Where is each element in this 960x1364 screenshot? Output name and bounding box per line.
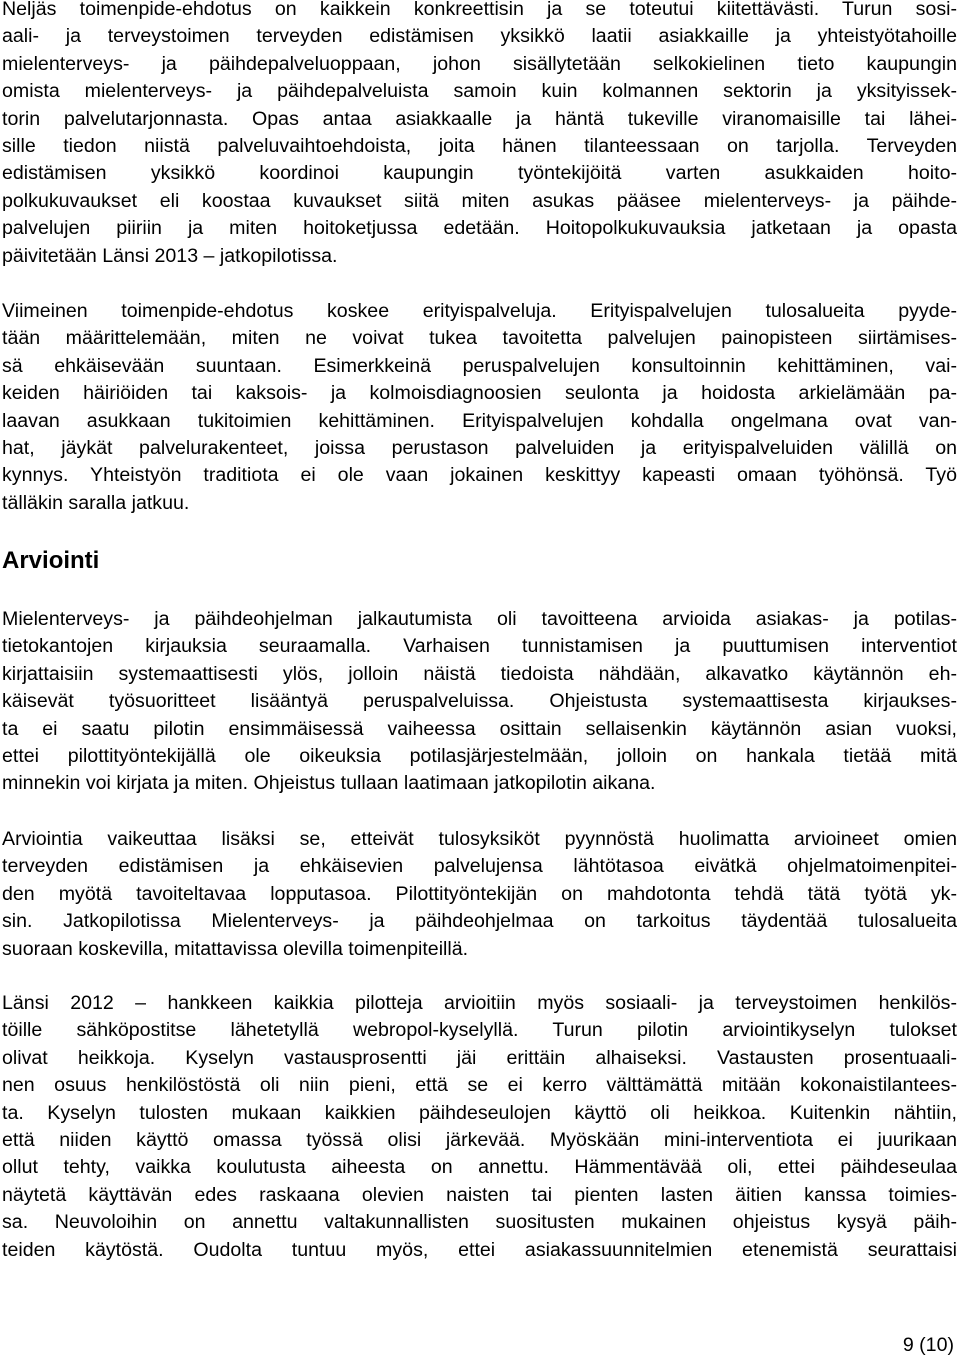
- paragraph-special-services: [2, 298, 957, 517]
- text-line: palvelujen piiriin ja miten hoitoketjussa edetään. Hoitopolkukuvauksia jatketaan ja opasta: [2, 217, 957, 240]
- text-line: hat, jäykät palvelurakenteet, joissa perustason palveluiden ja erityispalveluiden välillä on: [2, 437, 957, 460]
- text-line: laavan asukkaan tukitoimien kehittäminen. Erityispalvelujen kohdalla ongelmana ovat van-: [2, 409, 957, 432]
- paragraph-evaluation-difficulty: [2, 826, 957, 963]
- page-number: 9 (10): [902, 1334, 954, 1356]
- text-line: torin palvelutarjonnasta. Opas antaa asiakkaalle ja häntä tukeville viranomaisille tai lähei-: [2, 107, 957, 130]
- text-line: olivat heikkoja. Kyselyn vastausprosentti jäi erittäin alhaiseksi. Vastausten prosentuaali-: [2, 1046, 957, 1069]
- text-line: sille tiedon niistä palveluvaihtoehdoista, joita hänen tilanteessaan on tarjolla. Terveyden: [2, 135, 957, 158]
- text-line: tietokantojen kirjauksia seuraamalla. Varhaisen tunnistamisen ja puuttumisen interventiot: [2, 635, 957, 658]
- text-line: tälläkin saralla jatkuu.: [2, 491, 190, 514]
- text-line: sä ehkäisevään suuntaan. Esimerkkeinä peruspalvelujen konsultoinnin kehittäminen, vai-: [2, 354, 957, 377]
- text-line: edistämisen yksikkö koordinoi kaupungin työntekijöitä varten asukkaiden hoito-: [2, 162, 957, 185]
- text-line: sa. Neuvoloihin on annettu valtakunnallisten suositusten mukainen ohjeistus kysyä päih-: [2, 1211, 957, 1234]
- paragraph-evaluation-records: [2, 606, 957, 798]
- text-line: päivitetään Länsi 2013 – jatkopilotissa.: [2, 244, 338, 267]
- text-line: keiden häiriöiden tai kaksois- ja kolmoisdiagnoosien seulonta ja hoidosta arkielämään pa-: [2, 382, 957, 405]
- text-line: nen osuus henkilöstöstä oli niin pieni, että se ei kerro välttämättä mitään kokonaistilantees-: [2, 1074, 957, 1097]
- text-line: ta ei saatu pilotin ensimmäisessä vaiheessa osittain sellaisenkin käytännön asian vuoksi,: [2, 717, 957, 740]
- text-line: Neljäs toimenpide-ehdotus on kaikkein konkreettisin ja se toteutui kiitettävästi. Turun sosi-: [2, 0, 957, 20]
- text-line: Arviointia vaikeuttaa lisäksi se, etteivät tulosyksiköt pyynnöstä huolimatta arvioineet omien: [2, 828, 957, 850]
- text-line: ollut tehty, vaikka koulutusta aiheesta on annettu. Hämmentävää oli, ettei päihdeseulaa: [2, 1156, 957, 1179]
- text-line: den myötä tavoiteltavaa lopputasoa. Pilottityöntekijän on mahdotonta tehdä tätä työtä yk-: [2, 882, 957, 905]
- text-line: töille sähköpostitse lähetetyllä webropol-kyselyllä. Turun pilotin arviointikyselyn tulokset: [2, 1019, 957, 1042]
- text-line: näytetä käyttävän edes raskaana olevien naisten tai pienten lasten äitien kanssa toimies-: [2, 1183, 957, 1206]
- text-line: tään määrittelemään, miten ne voivat tukea tavoitetta palvelujen painopisteen siirtämises-: [2, 327, 957, 350]
- text-line: mielenterveys- ja päihdepalveluoppaan, johon sisällytetään selkokielinen tieto kaupungin: [2, 52, 957, 75]
- text-line: minnekin voi kirjata ja miten. Ohjeistus tullaan laatimaan jatkopilotin aikana.: [2, 772, 656, 795]
- text-line: aali- ja terveystoimen terveyden edistämisen yksikkö laatii asiakkaille ja yhteistyötahoille: [2, 25, 957, 48]
- paragraph-survey-results: [2, 990, 957, 1264]
- text-line: Länsi 2012 – hankkeen kaikkia pilotteja arvioitiin myös sosiaali- ja terveystoimen henkilös-: [2, 992, 957, 1014]
- text-line: ettei pilottityöntekijällä ole oikeuksia potilasjärjestelmään, jolloin on hankala tietää mitä: [2, 745, 957, 768]
- text-line: suoraan koskevilla, mitattavissa olevilla toimenpiteillä.: [2, 937, 469, 960]
- text-line: sin. Jatkopilotissa Mielenterveys- ja päihdeohjelmaa on tarkoitus täydentää tulosalueita: [2, 910, 957, 933]
- text-line: terveyden edistämisen ja ehkäisevien palvelujensa lähtötasoa eivätkä ohjelmatoimenpitei-: [2, 855, 957, 878]
- text-line: että niiden käyttö omassa työssä olisi järkevää. Myöskään mini-interventiota ei juurikaan: [2, 1129, 957, 1152]
- text-line: teiden käytöstä. Oudolta tuntuu myös, ettei asiakassuunnitelmien etenemistä seurattaisi: [2, 1238, 957, 1261]
- section-heading: Arviointi: [2, 547, 100, 574]
- text-line: kynnys. Yhteistyön traditiota ei ole vaan jokainen keskittyy kapeasti omaan työhönsä. Työ: [2, 464, 957, 487]
- paragraph-intro: [2, 0, 957, 270]
- text-line: polkukuvaukset eli koostaa kuvaukset siitä miten asukas pääsee mielenterveys- ja päihde-: [2, 189, 957, 212]
- text-line: Mielenterveys- ja päihdeohjelman jalkautumista oli tavoitteena arvioida asiakas- ja potilas-: [2, 608, 957, 630]
- text-line: Viimeinen toimenpide-ehdotus koskee erityispalveluja. Erityispalvelujen tulosalueita pyyde-: [2, 300, 957, 322]
- text-line: omista mielenterveys- ja päihdepalveluista samoin kuin kolmannen sektorin ja yksityissek-: [2, 80, 957, 103]
- text-line: kirjattaisiin systemaattisesti ylös, jolloin näistä tiedoista nähdään, alkavatko käytännön eh-: [2, 662, 957, 685]
- text-line: ta. Kyselyn tulosten mukaan kaikkien päihdeseulojen käyttö oli heikkoa. Kuitenkin nähtiin,: [2, 1101, 957, 1124]
- text-line: käisevät työsuoritteet lisääntyä peruspalveluissa. Ohjeistusta systemaattisesta kirjaukses-: [2, 690, 957, 713]
